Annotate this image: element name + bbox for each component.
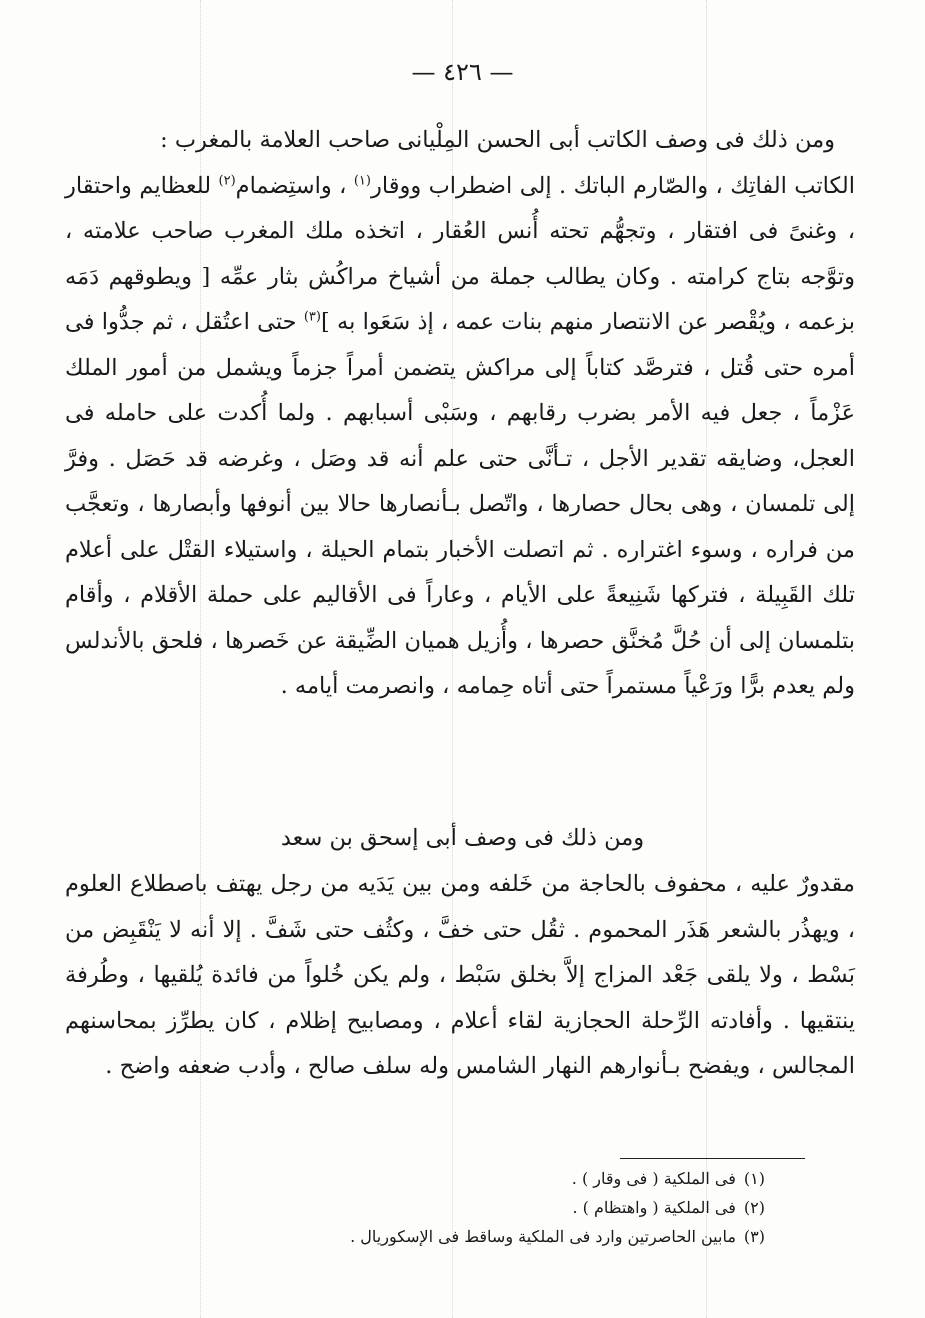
text-segment: الكاتب الفاتِك ، والصّارم الباتك . إلى اضطراب ووقار (370, 172, 855, 199)
section-subheading: ومن ذلك فى وصف أبى إسحق بن سعد (280, 825, 645, 851)
page-number: — ٤٢٦ — (411, 58, 514, 86)
footnote-divider (620, 1158, 805, 1159)
footnote-2 (165, 1193, 765, 1222)
footnote-number: (٣) (743, 1227, 765, 1246)
paragraph-milyani (65, 164, 855, 710)
intro-line: ومن ذلك فى وصف الكاتب أبى الحسن المِلْيانى صاحب العلامة بالمغرب : (160, 127, 835, 153)
footnotes (165, 1164, 765, 1251)
text-segment: ، واستِضمام (235, 172, 354, 199)
footnote-ref-3: (٣) (303, 309, 321, 325)
footnote-text: فى الملكية ( واهتظام ) . (572, 1198, 736, 1217)
footnote-number: (١) (743, 1169, 765, 1188)
footnote-3 (165, 1222, 765, 1251)
footnote-ref-1: (١) (353, 173, 371, 188)
text-segment: للعظايم واحتقار ، وغنىً فى افتقار ، وتجهُّم تحته أُنس العُقار ، اتخذه ملك المغرب صاحب علامته ، وتوَّجه بتاج كرامته . وكان يطالب جملة من أشياخ مراكُش بثار عمِّه [ ويطوقهم دَمَه بزعمه ، ويُقْصر عن الانتصار منهم بنات عمه ، إذ سَعَوا به ] (65, 172, 855, 335)
footnote-text: فى الملكية ( فى وقار ) . (571, 1169, 736, 1188)
footnote-1 (165, 1164, 765, 1193)
footnote-number: (٢) (743, 1198, 765, 1217)
footnote-ref-2: (٢) (218, 173, 236, 188)
paragraph-ibn-saad: مقدورٌ عليه ، محفوف بالحاجة من خَلفه ومن بين يَدَيه من رجل يهتف باصطلاع العلوم ، ويهذُر بالشعر هَذَر المحموم . ثقُل حتى خفَّ ، وكثُف حتى شَفَّ . إلا أنه لا يَنْقَبِض من بَسْط ، ولا يلقى جَعْد المزاج إلاَّ بخلق سَبْط ، ولم يكن خُلواً من فائدة يُلقيها ، وطُرفة ينتقيها . وأفادته الرِّحلة الحجازية لقاء أعلام ، ومصابيح إظلام ، كان يطرِّز بمحاسنهم المجالس ، ويفضح بـأنوارهم النهار الشامس وله سلف صالح ، وأدب ضعفه واضح . (65, 871, 855, 1079)
text-segment: حتى اعتُقل ، ثم جدُّوا فى أمره حتى قُتل ، فترصَّد كتاباً إلى مراكش يتضمن أمراً جزماً ويشمل من أمور الملك عَزْماً ، جعل فيه الأمر بضرب رقابهم ، وسَبْى أسبابهم . ولما أُكدت على حامله فى العجل، وضايقه تقدير الأجل ، تـأنَّى حتى علم أنه قد وصَل ، وغرضه قد حَصَل . وفرَّ إلى تلمسان ، وهى بحال حصارها ، واتّصل بـأنصارها حالا بين أنوفها وأبصارها ، وتعجَّب من فراره ، وسوء اغتراره . ثم اتصلت الأخبار بتمام الحيلة ، واستيلاء القتْل على أعلام تلك القَبِيلة ، فتركها شَنِيعةً على الأيام ، وعاراً فى الأقاليم على حملة الأقلام ، وأقام بتلمسان إلى أن حُلَّ مُخنَّق حصرها ، وأُزيل هميان الضِّيقة عن خَصرها ، فلحق بالأندلس ولم يعدم برًّا ورَعْياً مستمراً حتى أتاه حِمامه ، وانصرمت أيامه . (65, 309, 855, 699)
footnote-text: مابين الحاصرتين وارد فى الملكية وساقط فى الإسكوريال . (350, 1227, 736, 1246)
second-text-block (65, 862, 855, 1090)
main-text-block (65, 118, 855, 710)
